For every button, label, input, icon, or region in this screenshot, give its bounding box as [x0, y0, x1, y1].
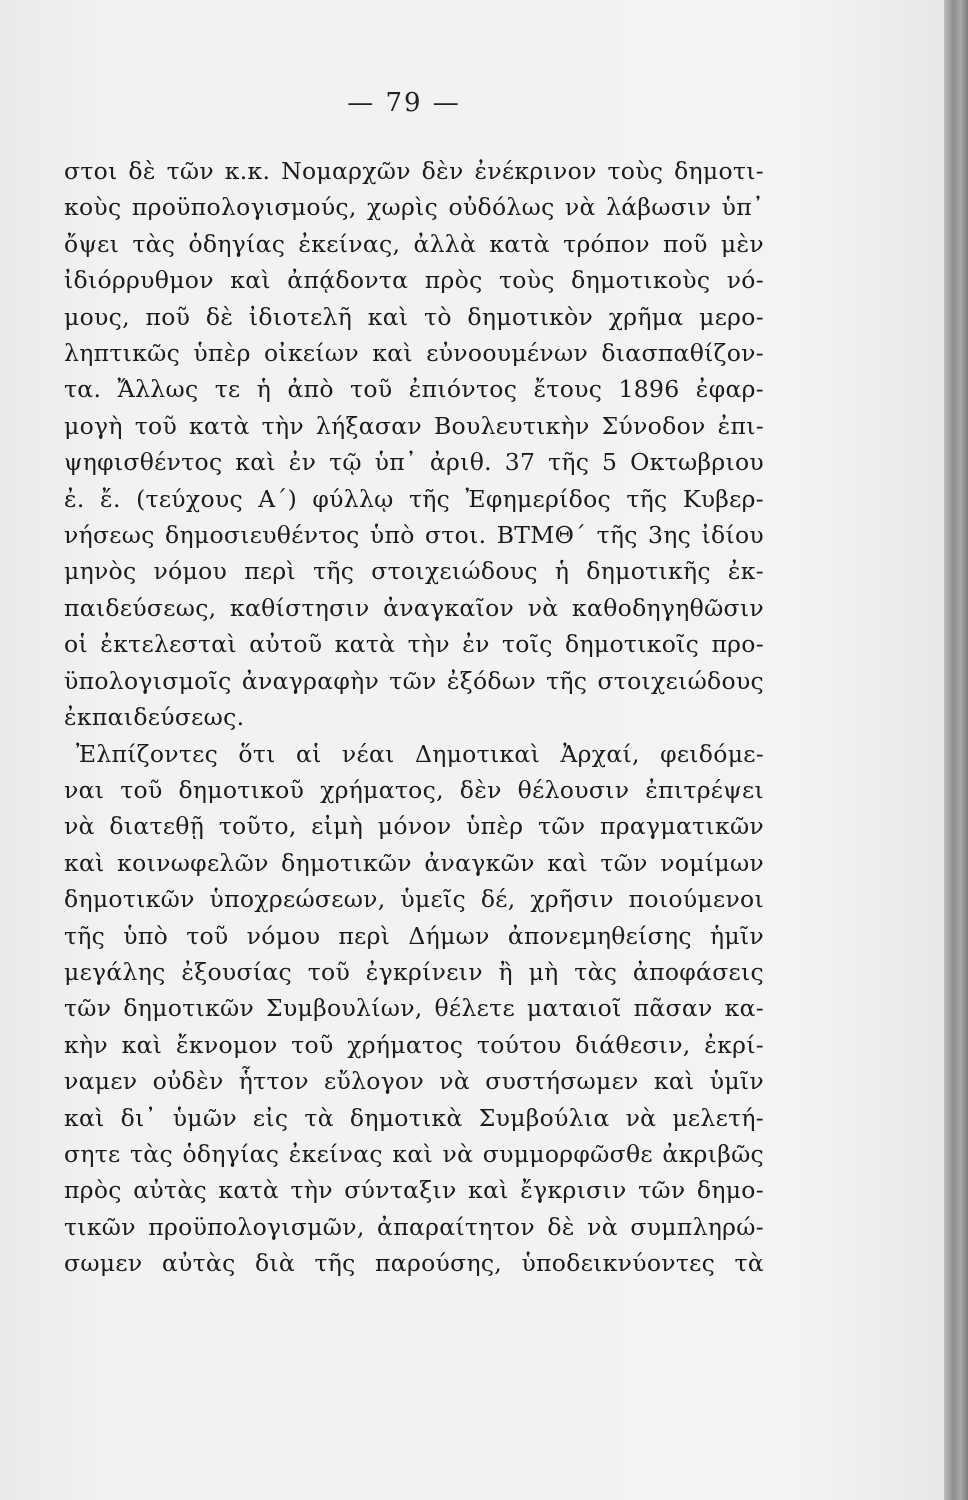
- text-line: σητε τὰς ὁδηγίας ἐκείνας καὶ νὰ συμμορφῶσθε ἀκριβῶς: [64, 1139, 764, 1168]
- text-line: πρὸς αὐτὰς κατὰ τὴν σύνταξιν καὶ ἔγκρισιν τῶν δημο-: [64, 1176, 764, 1205]
- text-line: ϋπολογισμοῖς ἀναγραφὴν τῶν ἐξόδων τῆς στοιχειώδους: [64, 666, 764, 695]
- text-line: νήσεως δημοσιευθέντος ὑπὸ στοι. ΒΤΜΘ΄ τῆς 3ης ἰδίου: [64, 521, 764, 550]
- text-line: τικῶν προϋπολογισμῶν, ἀπαραίτητον δὲ νὰ συμπληρώ-: [64, 1212, 764, 1241]
- text-line: νὰ διατεθῇ τοῦτο, εἰμὴ μόνον ὑπὲρ τῶν πραγματικῶν: [64, 812, 764, 841]
- page-edge: [944, 0, 968, 1500]
- text-line: δημοτικῶν ὑποχρεώσεων, ὑμεῖς δέ, χρῆσιν ποιούμενοι: [64, 885, 764, 914]
- body-text: [64, 153, 764, 1282]
- page-number: — 79 —: [347, 88, 461, 118]
- text-line: τα. Ἄλλως τε ἡ ἀπὸ τοῦ ἐπιόντος ἔτους 1896 ἐφαρ-: [64, 375, 764, 404]
- text-line: μους, ποῦ δὲ ἰδιοτελῆ καὶ τὸ δημοτικὸν χρῆμα μερο-: [64, 302, 764, 331]
- text-line: Ἐλπίζοντες ὅτι αἱ νέαι Δημοτικαὶ Ἀρχαί, φειδόμε-: [76, 739, 764, 768]
- text-line: καὶ κοινωφελῶν δημοτικῶν ἀναγκῶν καὶ τῶν νομίμων: [64, 848, 764, 877]
- text-line: σωμεν αὐτὰς διὰ τῆς παρούσης, ὑποδεικνύοντες τὰ: [64, 1249, 764, 1278]
- text-line: μογὴ τοῦ κατὰ τὴν λήξασαν Βουλευτικὴν Σύνοδον ἐπι-: [64, 411, 764, 440]
- text-line: ἐ. ἔ. (τεύχους Α΄) φύλλῳ τῆς Ἐφημερίδος τῆς Κυβερ-: [64, 484, 764, 513]
- text-line: τῆς ὑπὸ τοῦ νόμου περὶ Δήμων ἀπονεμηθείσης ἡμῖν: [64, 921, 764, 950]
- text-line: ἐκπαιδεύσεως.: [64, 703, 245, 732]
- text-line: ἰδιόρρυθμον καὶ ἀπᾴδοντα πρὸς τοὺς δημοτικοὺς νό-: [64, 266, 764, 295]
- text-line: ὄψει τὰς ὁδηγίας ἐκείνας, ἀλλὰ κατὰ τρόπον ποῦ μὲν: [64, 229, 764, 258]
- text-line: παιδεύσεως, καθίστησιν ἀναγκαῖον νὰ καθοδηγηθῶσιν: [64, 593, 764, 622]
- text-line: ναι τοῦ δημοτικοῦ χρήματος, δὲν θέλουσιν ἐπιτρέψει: [64, 775, 764, 804]
- text-line: ναμεν οὐδὲν ἧττον εὔλογον νὰ συστήσωμεν καὶ ὑμῖν: [64, 1067, 764, 1096]
- text-line: ληπτικῶς ὑπὲρ οἰκείων καὶ εὐνοουμένων διασπαθίζον-: [64, 339, 764, 368]
- text-line: μεγάλης ἐξουσίας τοῦ ἐγκρίνειν ἢ μὴ τὰς ἀποφάσεις: [64, 957, 764, 986]
- text-line: στοι δὲ τῶν κ.κ. Νομαρχῶν δὲν ἐνέκρινον τοὺς δημοτι-: [64, 157, 764, 185]
- text-line: ψηφισθέντος καὶ ἐν τῷ ὑπ᾽ ἀριθ. 37 τῆς 5 Οκτωβριου: [64, 448, 764, 477]
- text-line: τῶν δημοτικῶν Συμβουλίων, θέλετε ματαιοῖ πᾶσαν κα-: [64, 994, 764, 1023]
- text-line: κὴν καὶ ἔκνομον τοῦ χρήματος τούτου διάθεσιν, ἐκρί-: [64, 1030, 764, 1059]
- text-line: οἱ ἐκτελεσταὶ αὐτοῦ κατὰ τὴν ἐν τοῖς δημοτικοῖς προ-: [64, 630, 764, 659]
- text-line: καὶ δι᾽ ὑμῶν εἰς τὰ δημοτικὰ Συμβούλια νὰ μελετή-: [64, 1103, 764, 1132]
- text-line: μηνὸς νόμου περὶ τῆς στοιχειώδους ἡ δημοτικῆς ἐκ-: [64, 557, 764, 586]
- text-line: κοὺς προϋπολογισμούς, χωρὶς οὐδόλως νὰ λάβωσιν ὑπ᾽: [64, 193, 764, 222]
